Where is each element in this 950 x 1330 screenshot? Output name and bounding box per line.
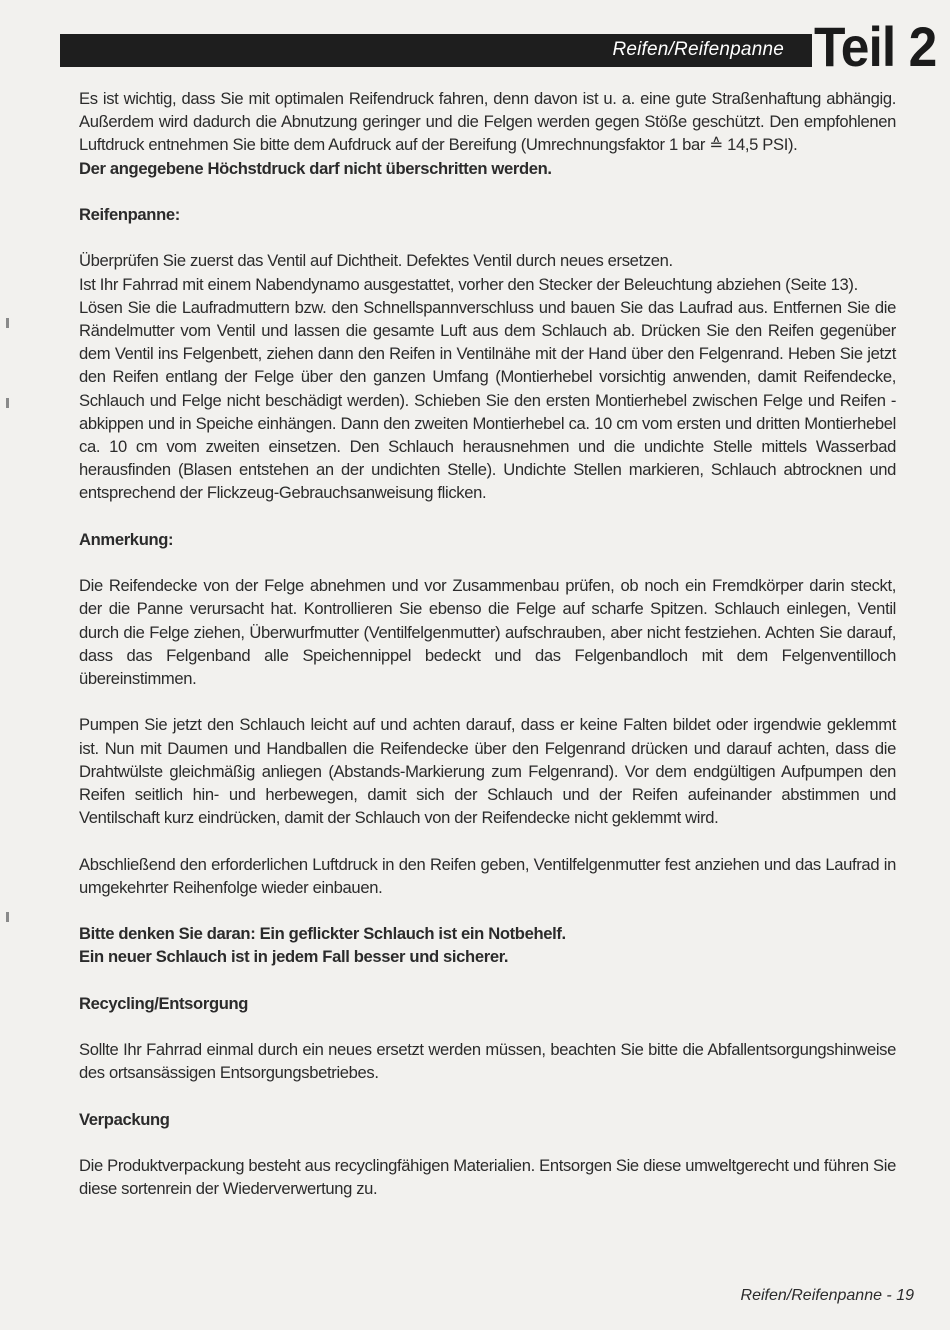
reifenpanne-line-2: Ist Ihr Fahrrad mit einem Nabendynamo ausgestattet, vorher den Stecker der Beleuchtung abziehen (Seite 13).: [79, 274, 858, 294]
recycling-paragraph: Sollte Ihr Fahrrad einmal durch ein neues ersetzt werden müssen, beachten Sie bitte die Abfallentsorgungshinweise des ortsansässigen Entsorgungsbetriebes.: [79, 1040, 896, 1083]
heading-recycling: Recycling/Entsorgung: [79, 993, 249, 1013]
repair-note-line-2: Ein neuer Schlauch ist in jedem Fall besser und sicherer.: [79, 947, 509, 967]
anmerkung-paragraph-1: Die Reifendecke von der Felge abnehmen und vor Zusammenbau prüfen, ob noch ein Fremdkörper darin steckt, der die Panne verursacht hat. Kontrollieren Sie ebenso die Felge auf scharfe Spitzen. Schlauch einlegen, Ventil durch die Felge ziehen, Überwurfmutter (Ventilfelgenmutter) aufschrauben, aber nicht festziehen. Achten Sie darauf, dass das Felgenband alle Speichennippel bedeckt und das Felgenbandloch mit dem Felgenventilloch übereinstimmen.: [79, 576, 896, 689]
heading-verpackung: Verpackung: [79, 1109, 170, 1129]
anmerkung-paragraph-3: Abschließend den erforderlichen Luftdruck in den Reifen geben, Ventilfelgenmutter fest anziehen und das Laufrad in umgekehrter Reihenfolge wieder einbauen.: [79, 854, 896, 897]
intro-paragraph: Es ist wichtig, dass Sie mit optimalen Reifendruck fahren, denn davon ist u. a. eine gute Straßenhaftung abhängig. Außerdem wird dadurch die Abnutzung geringer und die Felgen werden gegen Stöße geschützt. Den empfohlenen Luftdruck entnehmen Sie bitte dem Aufdruck auf der Bereifung (Umrechnungsfaktor 1 bar ≙ 14,5 PSI).: [79, 89, 896, 155]
anmerkung-paragraph-2: Pumpen Sie jetzt den Schlauch leicht auf und achten darauf, dass er keine Falten bildet oder irgendwie geklemmt ist. Nun mit Daumen und Handballen die Reifendecke über den Felgenrand drücken und darauf achten, dass die Drahtwülste gleichmäßig anliegen (Abstands-Markierung zum Felgenrand). Vor dem endgültigen Aufpumpen den Reifen seitlich hin- und herbewegen, damit sich der Schlauch und der Reifen aufeinander abstimmen und Ventilschaft kurz eindrücken, damit der Schlauch von der Reifendecke nicht geklemmt wird.: [79, 715, 896, 828]
pressure-warning: Der angegebene Höchstdruck darf nicht überschritten werden.: [79, 158, 552, 178]
binder-hole-mark: [6, 912, 9, 922]
part-label: Teil 2: [814, 15, 937, 78]
verpackung-paragraph: Die Produktverpackung besteht aus recyclingfähigen Materialien. Entsorgen Sie diese umweltgerecht und führen Sie diese sortenrein der Wiederverwertung zu.: [79, 1156, 896, 1199]
page-content: [79, 87, 896, 1201]
section-title: Reifen/Reifenpanne: [612, 39, 784, 60]
reifenpanne-line-1: Überprüfen Sie zuerst das Ventil auf Dichtheit. Defektes Ventil durch neues ersetzen.: [79, 251, 673, 271]
heading-anmerkung: Anmerkung:: [79, 529, 174, 549]
binder-hole-mark: [6, 398, 9, 408]
heading-reifenpanne: Reifenpanne:: [79, 205, 180, 224]
page-footer: Reifen/Reifenpanne - 19: [740, 1287, 914, 1304]
reifenpanne-instructions: Lösen Sie die Laufradmuttern bzw. den Schnellspannverschluss und bauen Sie das Laufrad aus. Entfernen Sie die Rändelmutter vom Ventil und lassen die gesamte Luft aus dem Schlauch ab. Drücken Sie den Reifen gegenüber dem Ventil ins Felgenbett, ziehen dann den Reifen in Ventilnähe mit der Hand über den Felgenrand. Heben Sie jetzt den Reifen entlang der Felge über den ganzen Umfang (Montierhebel vorsichtig anwenden, damit Reifendecke, Schlauch und Felge nicht beschädigt werden). Schieben Sie den ersten Montierhebel zwischen Felge und Reifen - abkippen und in Speiche einhängen. Dann den zweiten Montierhebel ca. 10 cm vom ersten und dritten Montierhebel ca. 10 cm vom zweiten einsetzen. Den Schlauch herausnehmen und die undichte Stelle mittels Wasserbad herausfinden (Blasen entstehen an der undichten Stelle). Undichte Stellen markieren, Schlauch abtrocknen und entsprechend der Flickzeug-Gebrauchsanweisung flicken.: [79, 297, 896, 503]
binder-hole-mark: [6, 318, 9, 328]
repair-note-line-1: Bitte denken Sie daran: Ein geflickter Schlauch ist ein Notbehelf.: [79, 924, 566, 944]
section-header-bar: [60, 34, 812, 67]
